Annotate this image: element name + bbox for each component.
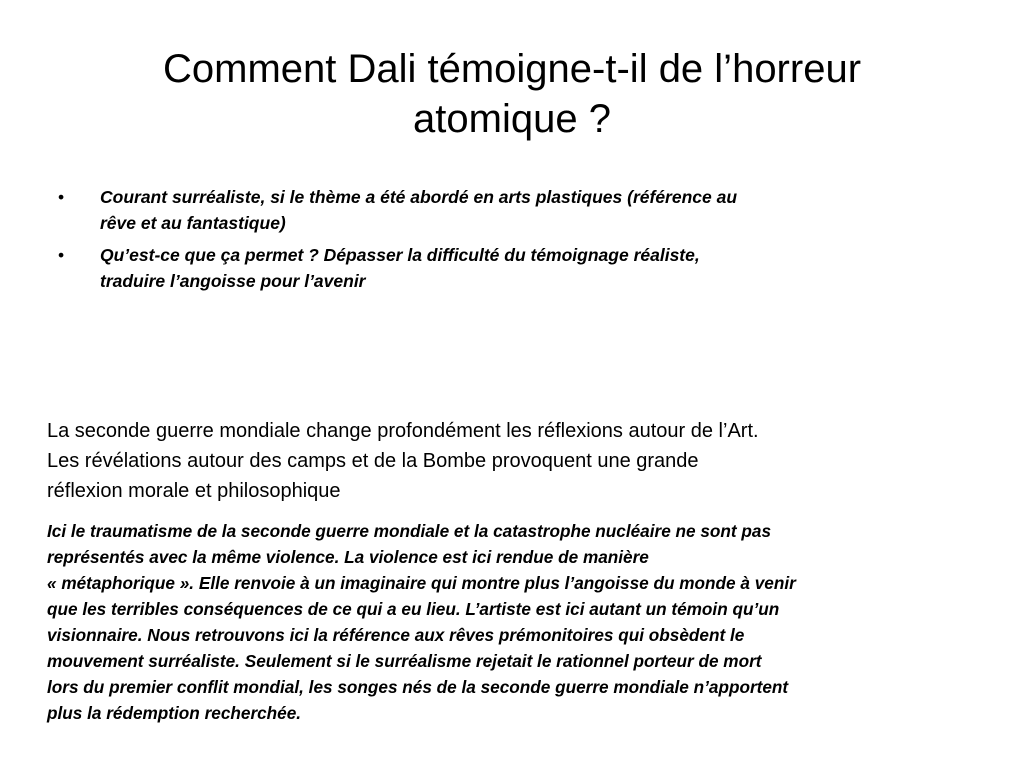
analysis-line: représentés avec la même violence. La violence est ici rendue de manière [47, 547, 649, 567]
analysis-line: plus la rédemption recherchée. [47, 703, 302, 723]
bullet-text-line-1: Qu’est-ce que ça permet ? Dépasser la difficulté du témoignage réaliste, [100, 245, 700, 265]
slide-title-line-2: atomique ? [413, 97, 611, 141]
analysis-line: lors du premier conflit mondial, les songes nés de la seconde guerre mondiale n’apportent [47, 677, 789, 697]
analysis-line: que les terribles conséquences de ce qui a eu lieu. L’artiste est ici autant un témoin qu’un [47, 599, 780, 619]
analysis-line: mouvement surréaliste. Seulement si le surréalisme rejetait le rationnel porteur de mort [47, 651, 762, 671]
intro-line: La seconde guerre mondiale change profondément les réflexions autour de l’Art. [47, 420, 759, 442]
intro-line: réflexion morale et philosophique [47, 480, 341, 502]
slide-title-line-1: Comment Dali témoigne-t-il de l’horreur [162, 47, 862, 91]
analysis-line: Ici le traumatisme de la seconde guerre mondiale et la catastrophe nucléaire ne sont pas [47, 521, 772, 541]
analysis-line: « métaphorique ». Elle renvoie à un imaginaire qui montre plus l’angoisse du monde à venir [47, 573, 796, 593]
intro-paragraph [47, 416, 987, 506]
bullet-marker: • [58, 245, 65, 265]
bullet-text-line-2: rêve et au fantastique) [100, 213, 286, 233]
bullet-item-purpose [58, 242, 958, 294]
bullet-text-line-1: Courant surréaliste, si le thème a été abordé en arts plastiques (référence au [100, 187, 738, 207]
analysis-line: visionnaire. Nous retrouvons ici la référence aux rêves prémonitoires qui obsèdent le [47, 625, 745, 645]
intro-line: Les révélations autour des camps et de la Bombe provoquent une grande [47, 450, 699, 472]
bullet-marker: • [58, 187, 65, 207]
bullet-text-line-2: traduire l’angoisse pour l’avenir [100, 271, 366, 291]
bullet-item-surrealism [58, 184, 958, 236]
bullet-list [58, 184, 958, 300]
analysis-paragraph [47, 518, 992, 726]
slide-title [60, 44, 964, 144]
